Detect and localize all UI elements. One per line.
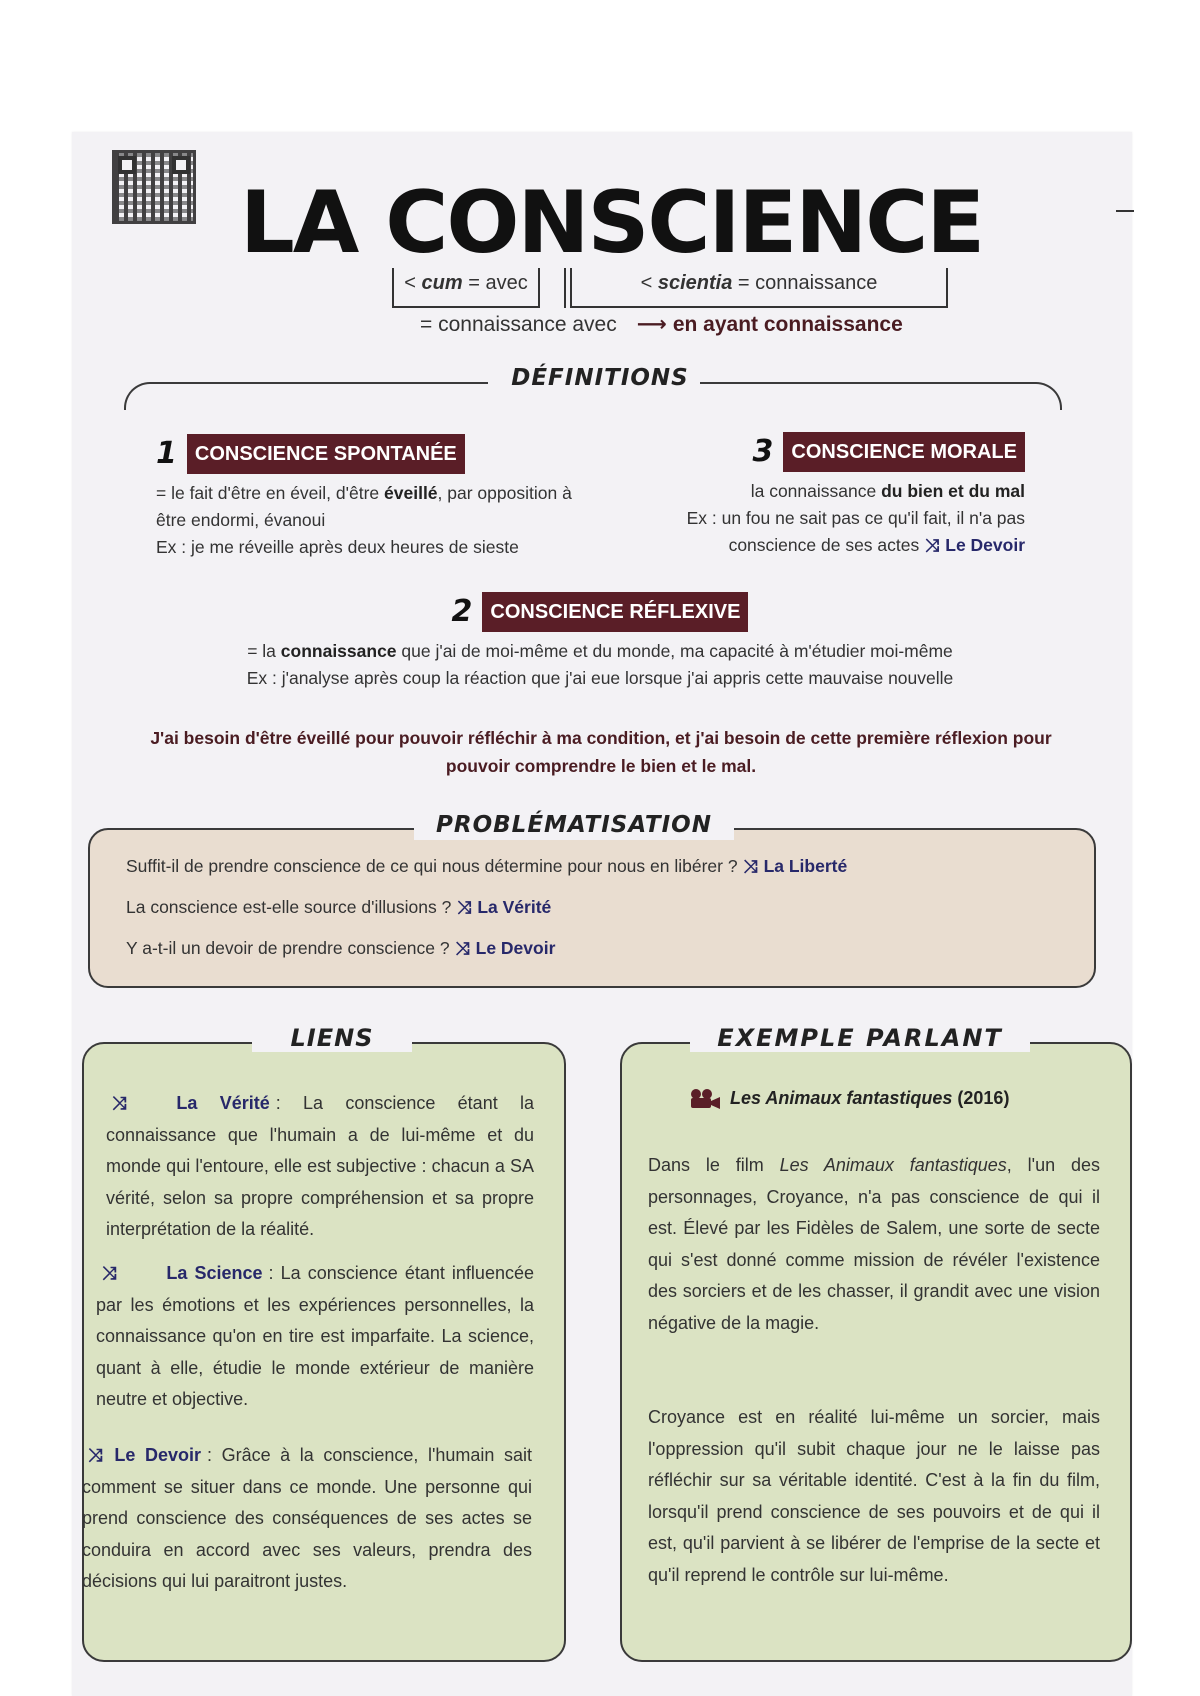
shuffle-icon: ⤨	[102, 1263, 117, 1283]
lien-verite: ⤨ La Vérité : La conscience étant la connaissance que l'humain a de lui-même et du monde qui l'entoure, elle est subjective : chacun a SA vérité, selon sa propre compréhension et sa propre interprétation de la réalité.	[106, 1093, 534, 1239]
link-la-liberte[interactable]: La Liberté	[763, 856, 848, 876]
question-item: Y a-t-il un devoir de prendre conscience ? ⤨ Le Devoir	[126, 938, 556, 958]
link-la-verite[interactable]: La Vérité	[477, 897, 552, 917]
definition-spontanee: 1 CONSCIENCE SPONTANÉE = le fait d'être en éveil, d'être éveillé, par opposition à être endormi, évanoui Ex : je me réveille après deux heures de sieste	[156, 436, 572, 557]
shuffle-icon: ⤨	[88, 1445, 103, 1465]
film-camera-icon	[688, 1088, 722, 1110]
film-heading: Les Animaux fantastiques (2016)	[688, 1088, 1068, 1110]
shuffle-icon: ⤨	[112, 1093, 127, 1113]
definitions-title: DÉFINITIONS	[511, 365, 689, 391]
shuffle-icon: ⤨	[457, 897, 472, 917]
definitions-frame-left	[124, 382, 488, 410]
question-item: La conscience est-elle source d'illusions ? ⤨ La Vérité	[126, 897, 552, 917]
liens-title: LIENS	[252, 1024, 412, 1052]
lien-devoir: ⤨ Le Devoir : Grâce à la conscience, l'humain sait comment se situer dans ce monde. Une personne qui prend conscience des conséquences de ses actes se conduira en accord avec ses valeurs, prendra des décisions qui lui paraitront justes.	[82, 1445, 532, 1591]
problematisation-title: PROBLÉMATISATION	[414, 810, 734, 840]
definition-reflexive: 2 CONSCIENCE RÉFLEXIVE = la connaissance que j'ai de moi-même et du monde, ma capacité à m'étudier moi-même Ex : j'analyse après coup la réaction que j'ai eue lorsque j'ai appris cette mauvaise nouvelle	[246, 594, 954, 688]
etymology-cum: < cum = avec	[392, 268, 540, 308]
question-item: Suffit-il de prendre conscience de ce qui nous détermine pour nous en libérer ? ⤨ La Liberté	[126, 856, 848, 876]
shuffle-icon: ⤨	[925, 535, 940, 555]
shuffle-icon: ⤨	[743, 856, 758, 876]
lien-science: ⤨ La Science : La conscience étant influencée par les émotions et les expériences personnelles, la connaissance qu'on en tire est imparfaite. La science, quant à elle, étudie le monde extérieur de manière neutre et objective.	[96, 1263, 534, 1409]
link-le-devoir[interactable]: Le Devoir	[114, 1445, 202, 1465]
exemple-paragraph-1: Dans le film Les Animaux fantastiques, l'un des personnages, Croyance, n'a pas conscience de qui il est. Élevé par les Fidèles de Salem, une sorte de secte qui s'est donné comme mission de révéler l'existence des sorciers et de les chasser, il grandit avec une vision négative de la magie.	[648, 1155, 1100, 1333]
link-la-verite[interactable]: La Vérité	[176, 1093, 270, 1113]
arrow-right-icon: ⟶	[636, 313, 667, 336]
page-title: LA CONSCIENCE	[240, 173, 984, 273]
problematisation-list	[126, 856, 1026, 979]
link-le-devoir[interactable]: Le Devoir	[945, 535, 1025, 555]
etymology-meaning: = connaissance avec ⟶ en ayant connaissance	[420, 313, 903, 336]
qr-code-icon	[112, 150, 196, 224]
exemple-paragraph-2: Croyance est en réalité lui-même un sorcier, mais l'oppression qu'il subit chaque jour ne le laisse pas réfléchir sur sa véritable identité. C'est à la fin du film, lorsqu'il prend conscience de ses pouvoirs et de qui il est, qu'il parvient à se libérer de l'emprise de la secte et qu'il reprend le contrôle sur lui-même.	[648, 1407, 1100, 1585]
etymology-scientia: < scientia = connaissance	[570, 268, 948, 308]
definition-label: CONSCIENCE SPONTANÉE	[187, 434, 465, 474]
link-la-science[interactable]: La Science	[166, 1263, 263, 1283]
synthesis-text: J'ai besoin d'être éveillé pour pouvoir réfléchir à ma condition, et j'ai besoin de cette première réflexion pour pouvoir comprendre le bien et le mal.	[150, 728, 1052, 776]
definition-label: CONSCIENCE RÉFLEXIVE	[482, 592, 748, 632]
definition-label: CONSCIENCE MORALE	[783, 432, 1025, 472]
definition-morale: 3 CONSCIENCE MORALE la connaissance du bien et du mal Ex : un fou ne sait pas ce qu'il fait, il n'a pas conscience de ses actes ⤨ Le Devoir	[686, 434, 1025, 555]
adjacent-page-edge	[1116, 210, 1134, 212]
shuffle-icon: ⤨	[455, 938, 470, 958]
exemple-title: EXEMPLE PARLANT	[690, 1024, 1030, 1052]
link-le-devoir[interactable]: Le Devoir	[475, 938, 556, 958]
